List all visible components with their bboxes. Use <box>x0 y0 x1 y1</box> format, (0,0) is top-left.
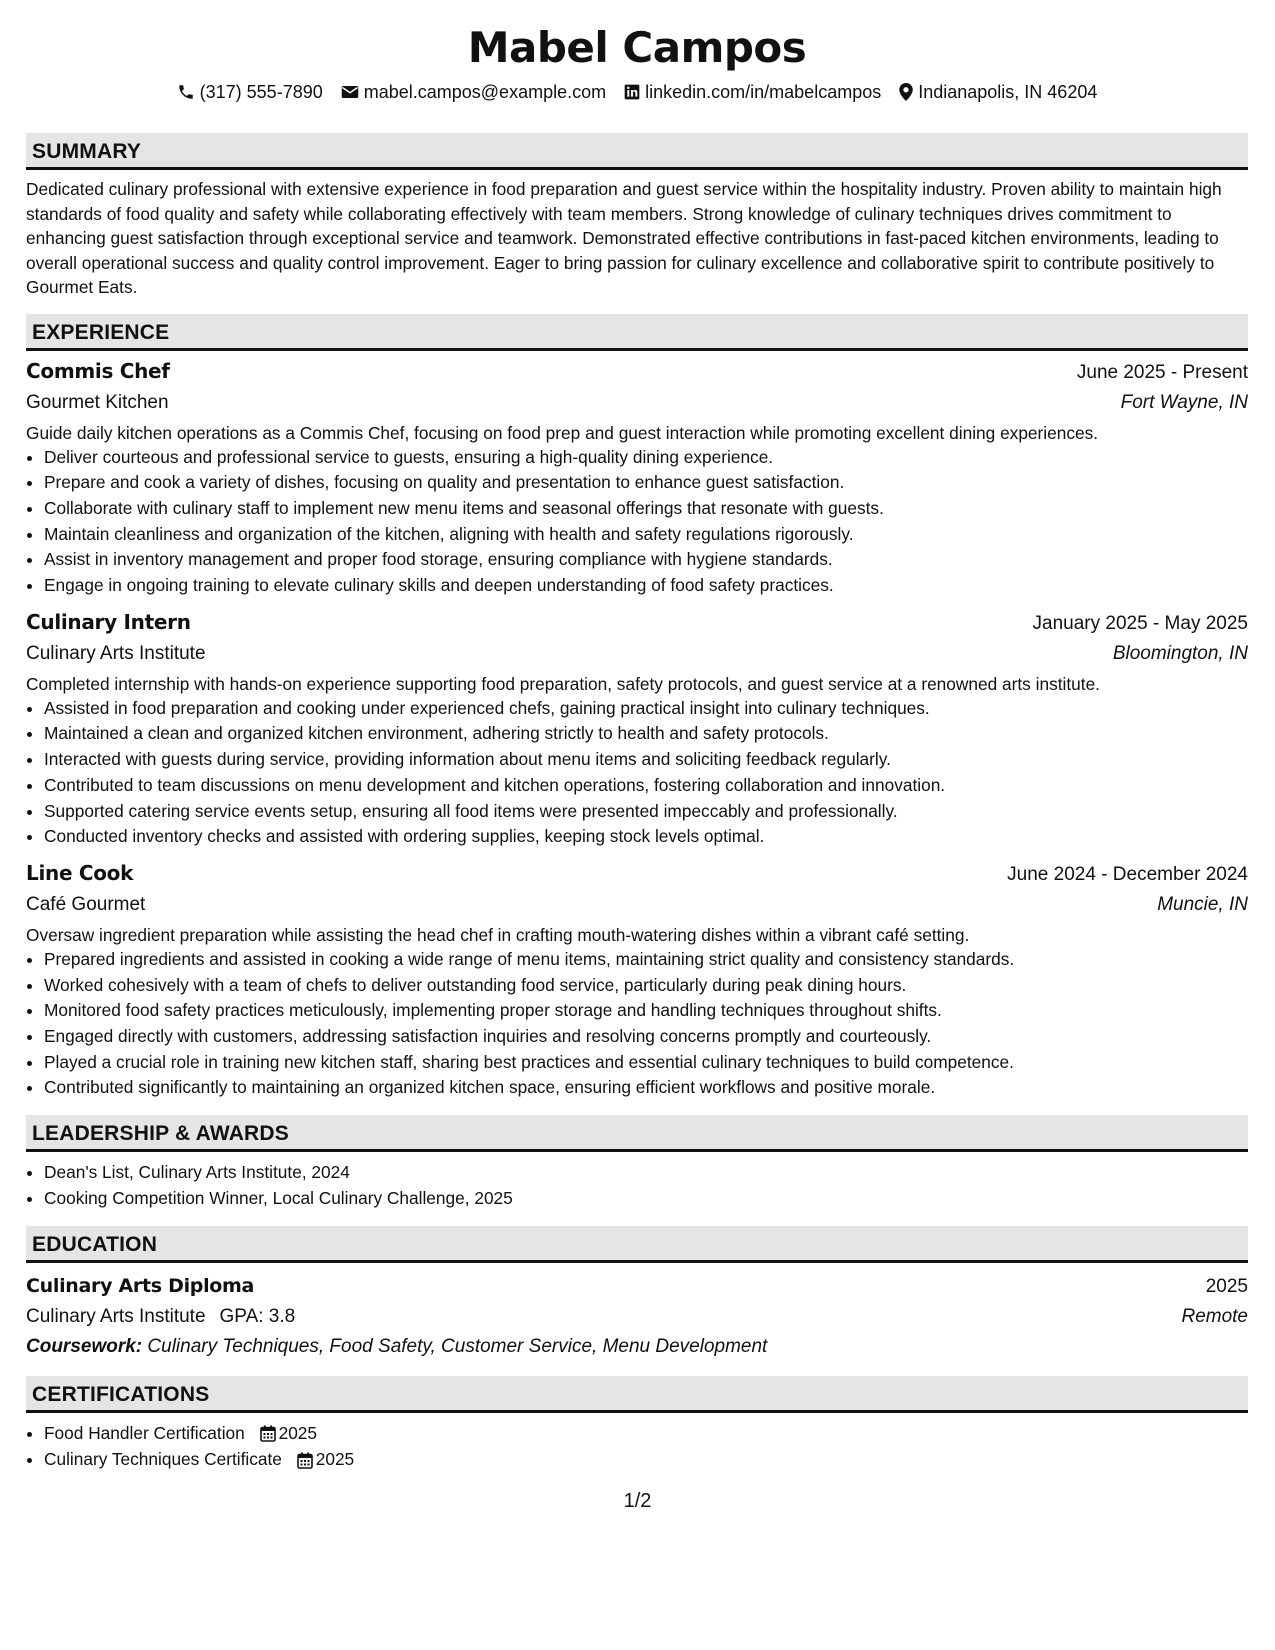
contact-location <box>899 80 1097 104</box>
school-name: Culinary Arts Institute <box>26 1305 206 1327</box>
job-title: Culinary Intern <box>26 609 191 634</box>
coursework-text: Culinary Techniques, Food Safety, Customer Service, Menu Development <box>147 1335 768 1357</box>
awards-list <box>26 1160 1248 1211</box>
job-entry <box>26 607 1248 850</box>
envelope-icon <box>341 84 359 100</box>
section-heading: LEADERSHIP & AWARDS <box>26 1115 1248 1152</box>
page-number: 1/2 <box>623 1490 652 1512</box>
certifications-section <box>26 1376 1248 1474</box>
leadership-section <box>26 1115 1248 1211</box>
calendar-icon <box>260 1425 276 1442</box>
job-title: Line Cook <box>26 860 134 885</box>
list-item: • Assist in inventory management and proper food storage, ensuring compliance with hygiene standards. <box>44 547 1248 573</box>
degree-title: Culinary Arts Diploma <box>26 1274 255 1297</box>
experience-section <box>26 314 1248 1102</box>
list-item <box>44 1421 1248 1447</box>
list-item: • Played a crucial role in training new kitchen staff, sharing best practices and essential culinary techniques to build competence. <box>44 1050 1248 1076</box>
job-description: Guide daily kitchen operations as a Commis Chef, focusing on food prep and guest interaction while promoting excellent dining experiences. <box>26 422 1099 443</box>
list-item: • Engage in ongoing training to elevate culinary skills and deepen understanding of food safety practices. <box>44 573 1248 599</box>
certifications-list <box>26 1421 1248 1474</box>
list-item: • Contributed significantly to maintaining an organized kitchen space, ensuring efficient workflows and positive morale. <box>44 1075 1248 1101</box>
job-company: Café Gourmet <box>26 893 146 915</box>
section-heading: SUMMARY <box>26 133 1248 170</box>
list-item: • Cooking Competition Winner, Local Culinary Challenge, 2025 <box>44 1186 1248 1212</box>
education-entry <box>26 1271 1248 1362</box>
list-item: • Dean's List, Culinary Arts Institute, 2024 <box>44 1160 1248 1186</box>
education-section <box>26 1226 1248 1362</box>
location-text: Indianapolis, IN 46204 <box>918 82 1098 102</box>
list-item: • Worked cohesively with a team of chefs to deliver outstanding food service, particularly during peak dining hours. <box>44 973 1248 999</box>
list-item: • Maintained a clean and organized kitchen environment, adhering strictly to health and safety protocols. <box>44 721 1248 747</box>
coursework-label: Coursework: <box>26 1335 143 1357</box>
list-item: • Conducted inventory checks and assisted with ordering supplies, keeping stock levels optimal. <box>44 824 1248 850</box>
job-entry <box>26 356 1248 599</box>
map-pin-icon <box>899 83 913 101</box>
job-entry <box>26 858 1248 1101</box>
job-description: Oversaw ingredient preparation while assisting the head chef in crafting mouth-watering dishes within a vibrant café setting. <box>26 924 970 945</box>
list-item <box>44 1447 1248 1473</box>
job-description: Completed internship with hands-on experience supporting food preparation, safety protocols, and guest service at a renowned arts institute. <box>26 673 1100 694</box>
list-item: • Prepare and cook a variety of dishes, focusing on quality and presentation to enhance guest satisfaction. <box>44 470 1248 496</box>
contact-email[interactable] <box>341 80 606 104</box>
job-company: Gourmet Kitchen <box>26 391 169 413</box>
summary-section <box>26 133 1248 300</box>
section-heading: CERTIFICATIONS <box>26 1376 1248 1413</box>
job-dates: January 2025 - May 2025 <box>1032 612 1248 634</box>
coursework-line <box>26 1332 1248 1362</box>
calendar-icon <box>297 1452 313 1469</box>
job-bullets <box>26 445 1248 599</box>
job-dates: June 2025 - Present <box>1076 361 1248 383</box>
section-heading: EDUCATION <box>26 1226 1248 1263</box>
email-link[interactable]: mabel.campos@example.com <box>363 82 607 102</box>
list-item: • Maintain cleanliness and organization of the kitchen, aligning with health and safety regulations rigorously. <box>44 522 1248 548</box>
school-line <box>26 1302 295 1332</box>
list-item: • Monitored food safety practices meticulously, implementing proper storage and handling techniques throughout shifts. <box>44 998 1248 1024</box>
certification-name: Culinary Techniques Certificate <box>44 1448 282 1469</box>
linkedin-icon <box>624 84 640 100</box>
list-item: • Deliver courteous and professional service to guests, ensuring a high-quality dining experience. <box>44 445 1248 471</box>
section-heading: EXPERIENCE <box>26 314 1248 351</box>
list-item: • Interacted with guests during service, providing information about menu items and soliciting feedback regularly. <box>44 747 1248 773</box>
contact-phone <box>177 80 323 104</box>
certification-date <box>297 1447 354 1473</box>
gpa-text: GPA: 3.8 <box>219 1305 296 1327</box>
list-item: • Assisted in food preparation and cooking under experienced chefs, gaining practical insight into culinary techniques. <box>44 696 1248 722</box>
certification-name: Food Handler Certification <box>44 1422 245 1443</box>
list-item: • Engaged directly with customers, addressing satisfaction inquiries and resolving concerns promptly and courteously. <box>44 1024 1248 1050</box>
job-location: Bloomington, IN <box>1112 642 1248 664</box>
list-item: • Prepared ingredients and assisted in cooking a wide range of menu items, maintaining strict quality and consistency standards. <box>44 947 1248 973</box>
list-item: • Collaborate with culinary staff to implement new menu items and seasonal offerings that resonate with guests. <box>44 496 1248 522</box>
job-bullets <box>26 696 1248 850</box>
phone-text: (317) 555-7890 <box>199 82 323 102</box>
linkedin-link[interactable]: linkedin.com/in/mabelcampos <box>645 82 882 102</box>
phone-icon <box>177 83 195 101</box>
graduation-year: 2025 <box>1205 1275 1248 1297</box>
job-location: Muncie, IN <box>1157 893 1248 915</box>
list-item: • Contributed to team discussions on menu development and kitchen operations, fostering collaboration and innovation. <box>44 773 1248 799</box>
job-bullets <box>26 947 1248 1101</box>
school-location: Remote <box>1181 1305 1248 1327</box>
contact-bar <box>26 80 1248 104</box>
job-company: Culinary Arts Institute <box>26 642 206 664</box>
job-title: Commis Chef <box>26 358 170 383</box>
contact-linkedin[interactable] <box>624 80 881 104</box>
job-location: Fort Wayne, IN <box>1120 391 1248 413</box>
summary-text: Dedicated culinary professional with extensive experience in food preparation and guest service within the hospitality industry. Proven ability to maintain high standards of food quality and safety while collaborating effectively with team members. Strong knowledge of culinary techniques drives commitment to enhancing guest satisfaction through exceptional service and teamwork. Demonstrated effective contributions in fast-paced kitchen environments, leading to overall operational success and quality control improvement. Eager to bring passion for culinary excellence and collaborative spirit to contribute positively to Gourmet Eats. <box>26 179 1222 297</box>
job-dates: June 2024 - December 2024 <box>1007 863 1248 885</box>
candidate-name: Mabel Campos <box>467 23 807 72</box>
certification-date <box>260 1421 317 1447</box>
resume-page <box>26 0 1248 1473</box>
certification-year: 2025 <box>315 1449 355 1470</box>
certification-year: 2025 <box>278 1423 318 1444</box>
list-item: • Supported catering service events setup, ensuring all food items were presented impeccably and professionally. <box>44 799 1248 825</box>
